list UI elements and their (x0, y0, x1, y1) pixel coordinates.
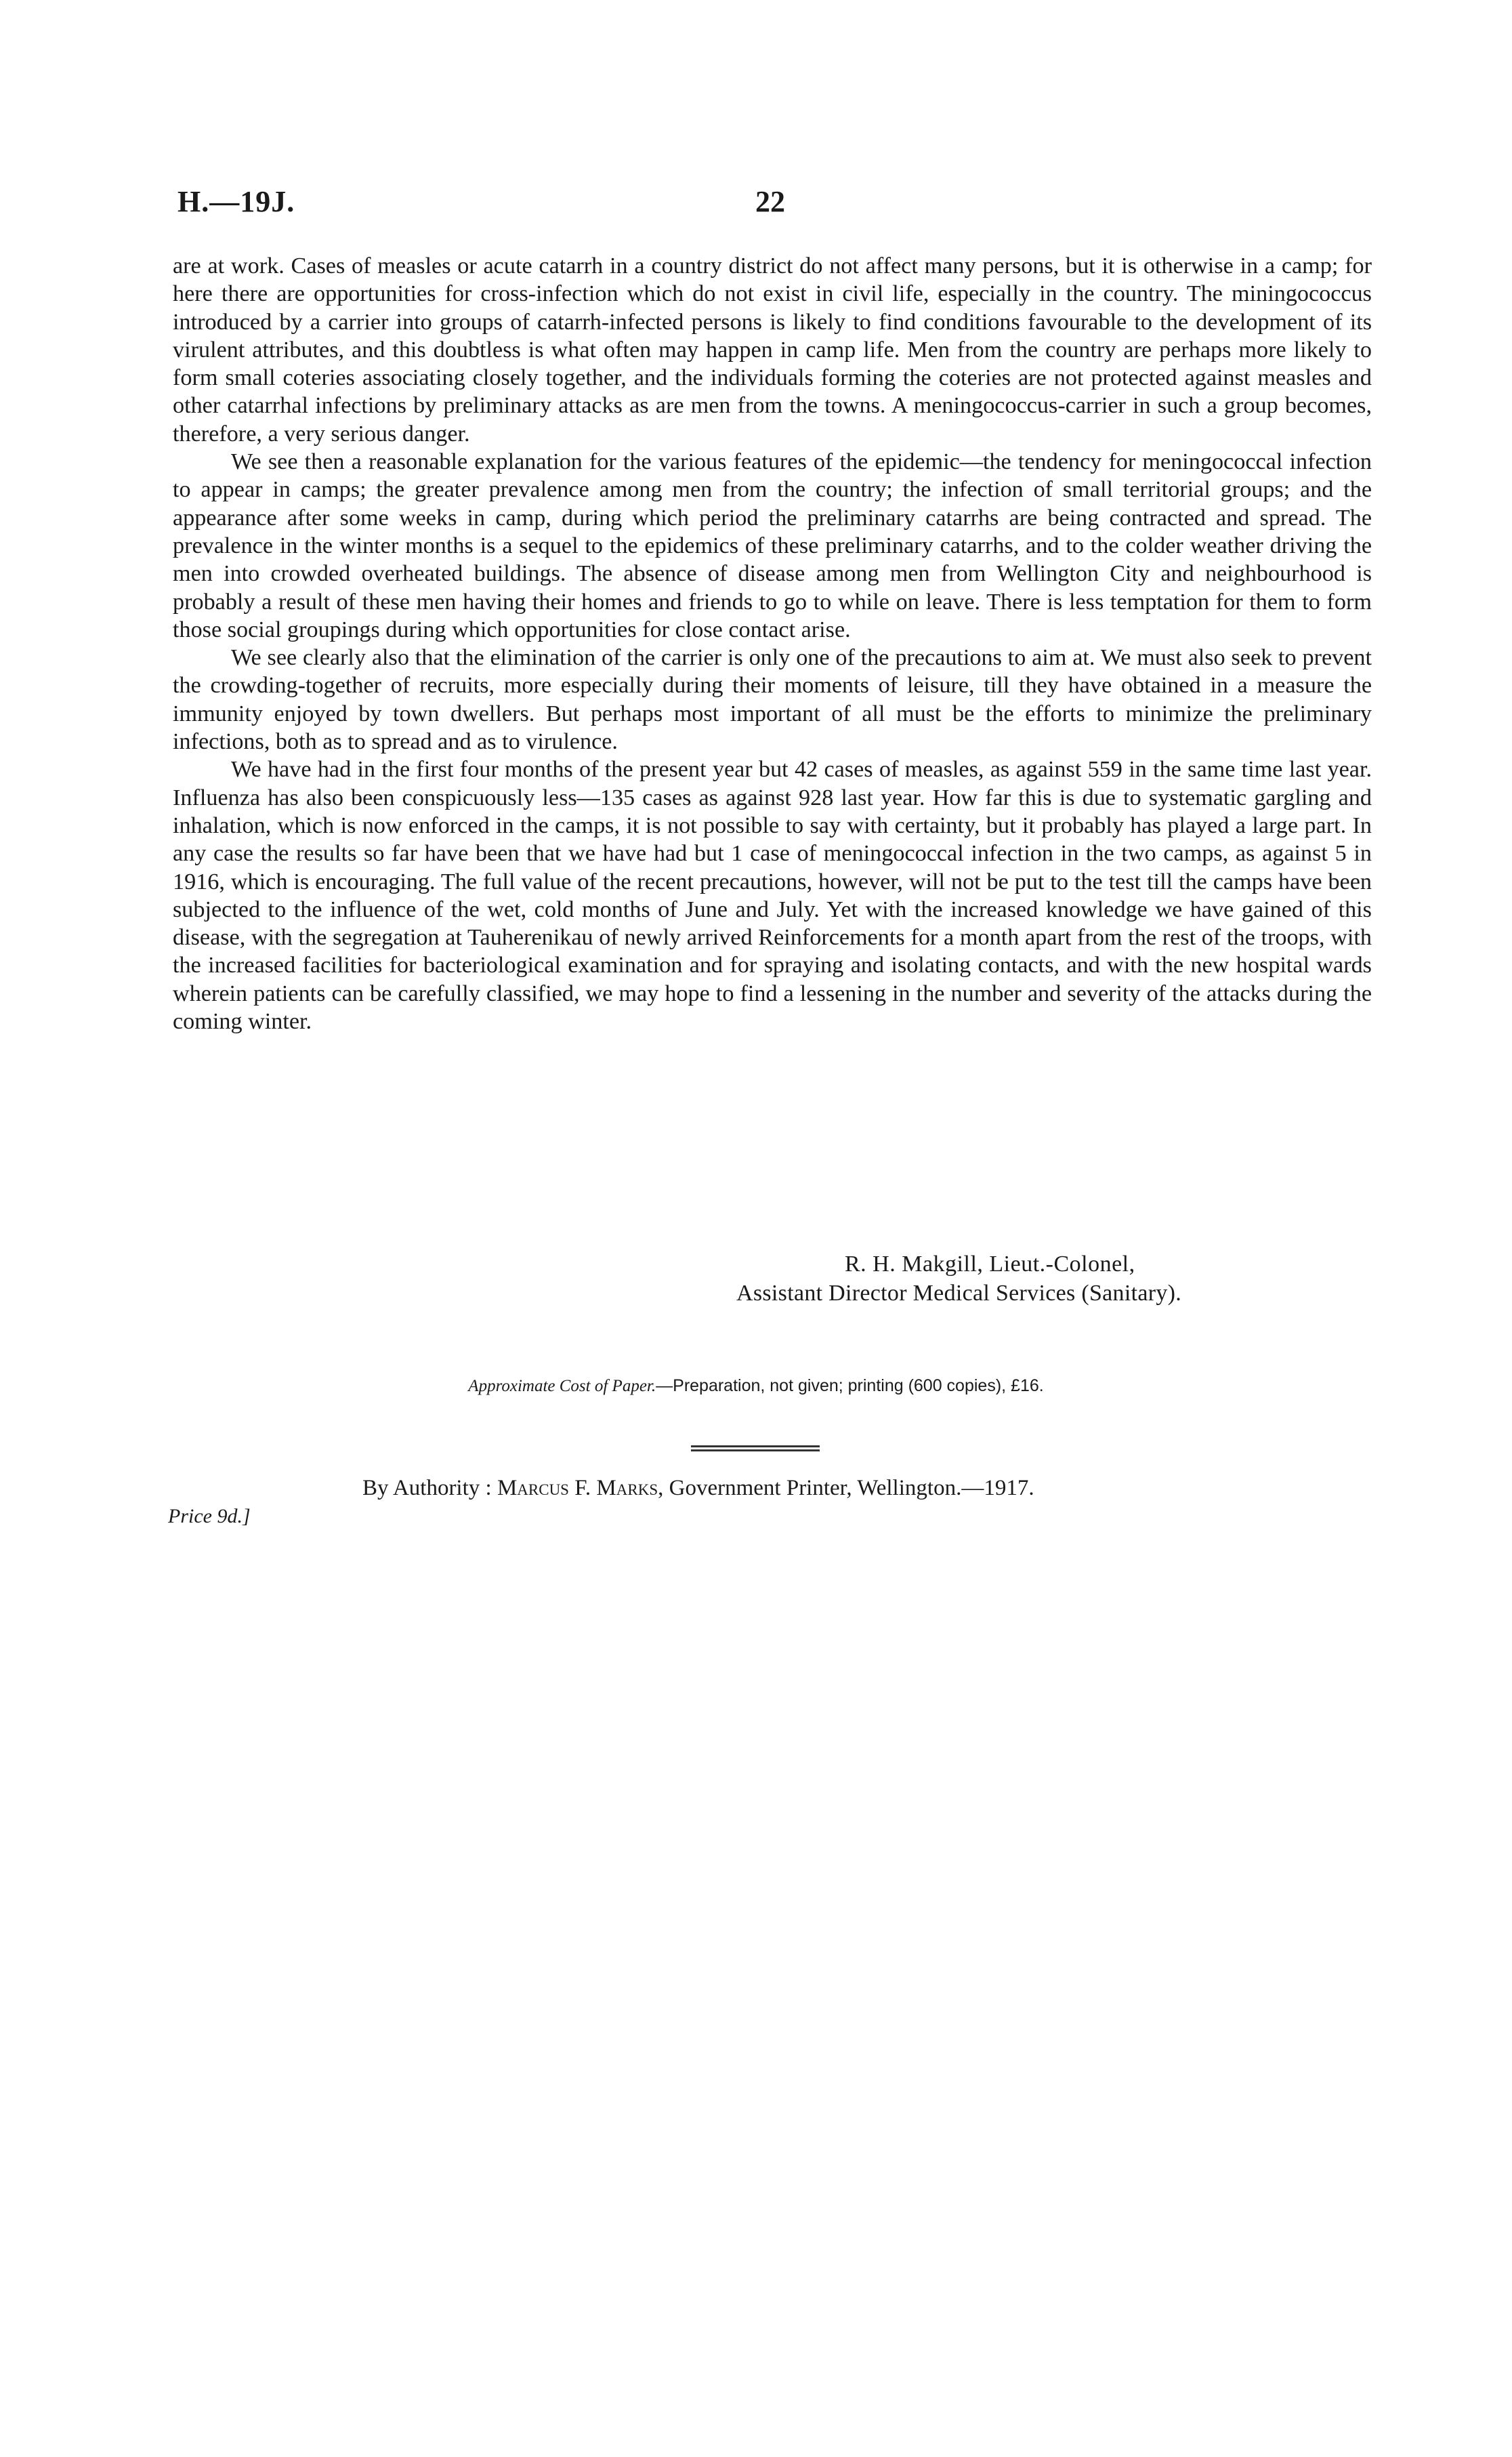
cost-text: —Preparation, not given; printing (600 copies), £16. (656, 1376, 1044, 1395)
divider-rule (691, 1449, 820, 1451)
cost-of-paper-note (0, 1376, 1512, 1396)
cost-label: Approximate Cost of Paper. (468, 1377, 656, 1395)
signature-title: Assistant Director Medical Services (Sanitary). (736, 1281, 1182, 1306)
page-number: 22 (755, 185, 785, 218)
paragraph: are at work. Cases of measles or acute catarrh in a country district do not affect many persons, but it is otherwise in a camp; for here there are opportunities for cross-infection which do not exist in civil life, especially in the country. The miningococcus introduced by a carrier into groups of catarrh-infected persons is likely to find conditions favourable to the development of its virulent attributes, and this doubtless is what often may happen in camp life. Men from the country are perhaps more likely to form small coteries associating closely together, and the individuals forming the coteries are not protected against measles and other catarrhal infections by preliminary attacks as are men from the towns. A meningococcus-carrier in such a group becomes, therefore, a very serious danger. (173, 253, 1372, 447)
signature-name: R. H. Makgill, Lieut.-Colonel, (845, 1252, 1135, 1277)
printer-suffix: Government Printer, Wellington.—1917. (663, 1476, 1034, 1500)
printer-prefix: By Authority : (362, 1476, 497, 1500)
paragraph: We see then a reasonable explanation for the various features of the epidemic—the tendency for meningococcal infection to appear in camps; the greater prevalence among men from the country; the infection of small territorial groups; and the appearance after some weeks in camp, during which period the preliminary catarrhs are being contracted and spread. The prevalence in the winter months is a sequel to the epidemics of these preliminary catarrhs, and to the colder weather driving the men into crowded overheated buildings. The absence of disease among men from Wellington City and neighbourhood is probably a result of these men having their homes and friends to go to while on leave. There is less temptation for them to form those social groupings during which opportunities for close contact arise. (173, 449, 1372, 642)
paragraph: We see clearly also that the elimination of the carrier is only one of the precautions to aim at. We must also seek to prevent the crowding-together of recruits, more especially during their moments of leisure, till they have obtained in a measure the immunity enjoyed by town dwellers. But perhaps most important of all must be the efforts to minimize the preliminary infections, both as to spread and as to virulence. (173, 645, 1372, 755)
divider-rule (691, 1445, 820, 1447)
paragraph: We have had in the first four months of the present year but 42 cases of measles, as against 559 in the same time last year. Influenza has also been conspicuously less—135 cases as against 928 last year. How far this is due to systematic gargling and inhalation, which is now enforced in the camps, it is not possible to say with certainty, but it probably has played a large part. In any case the results so far have been that we have had but 1 case of meningococcal infection in the two camps, as against 5 in 1916, which is encouraging. The full value of the recent precautions, however, will not be put to the test till the camps have been subjected to the influence of the wet, cold months of June and July. Yet with the increased knowledge we have gained of this disease, with the segregation at Tauherenikau of newly arrived Reinforcements for a month apart from the rest of the troops, with the increased facilities for bacteriological examination and for spraying and isolating contacts, and with the new hospital wards wherein patients can be carefully classified, we may hope to find a lessening in the number and severity of the attacks during the coming winter. (173, 757, 1372, 1035)
report-code: H.—19J. (177, 185, 295, 218)
body-text (173, 252, 1372, 1035)
printer-imprint (362, 1476, 1034, 1501)
printer-name: Marcus F. Marks, (497, 1476, 664, 1500)
price-label: Price 9d.] (168, 1505, 251, 1527)
